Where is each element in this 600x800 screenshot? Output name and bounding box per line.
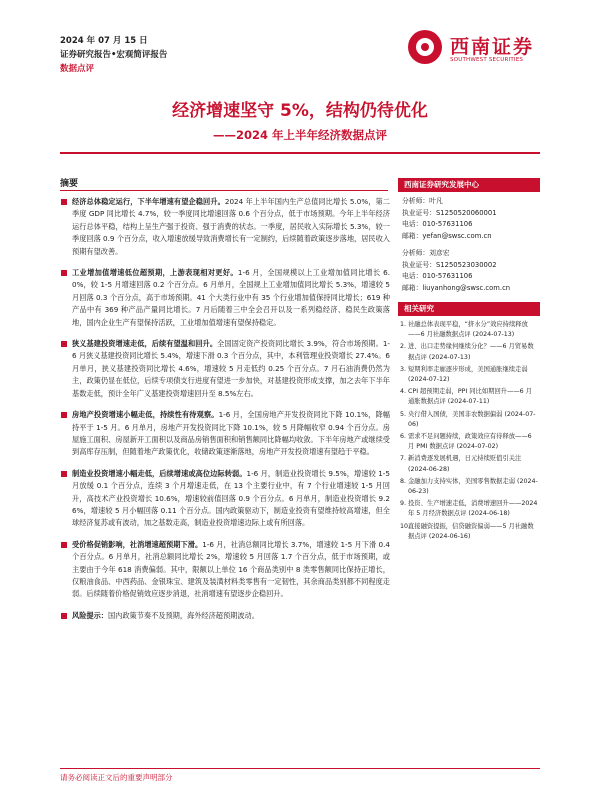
report-subtitle: ——2024 年上半年经济数据点评 bbox=[212, 128, 387, 142]
report-date: 2024 年 07 月 15 日 bbox=[60, 36, 148, 46]
paragraph-body: 2024 年上半年国内生产总值同比增长 5.0%，第二季度 GDP 同比增长 4.7%，较一季度同比增速回落 0.6 个百分点，低于市场预期。今年上半年经济运行总体平稳，结构上呈生产强于投资、强于消费的状态。一季度，居民收入实际增长 5.3%，较一季度回落 0.9 个百分点，收入增速放缓导致消费增长有一定制约，后续随着政策逐步落地，居民收入预期有望改善。 bbox=[72, 197, 390, 256]
analyst-card bbox=[398, 242, 540, 294]
paragraph-body: 1-6 月，全国规模以上工业增加值同比增长 6.0%，较 1-5 月增速回落 0.2 个百分点。6 月单月，全国规上工业增加值同比增长 5.3%，增速较 5 月回落 0.3 个百分点，高于市场预期。41 个大类行业中有 35 个行业增加值保持同比增长；619 种产品中有 369 种产品产量同比增长。7 月后随着三中全会召开以及一系列稳经济、稳民生政策落地，国内企业生产有望保持活跃，工业增加值增速有望保持稳定。 bbox=[72, 268, 390, 327]
report-header bbox=[60, 34, 167, 76]
research-item[interactable]: 8. 金融加力支持实体，美国零售数据走弱 (2024-06-23) bbox=[400, 477, 538, 496]
analyst-phone: 电话：010-57631106 bbox=[402, 272, 473, 280]
paragraph-body: 国内政策节奏不及预期，海外经济超预期波动。 bbox=[107, 610, 259, 620]
analyst-license: 执业证号：S1250523030002 bbox=[402, 260, 497, 269]
abstract-paragraph bbox=[60, 468, 390, 530]
report-category: 数据点评 bbox=[60, 64, 95, 74]
abstract-paragraph bbox=[60, 539, 390, 601]
abstract-paragraph bbox=[60, 267, 390, 329]
bullet-icon bbox=[61, 412, 67, 418]
paragraph-lead: 制造业投资增速小幅走低，后续增速或高位边际转弱。 bbox=[72, 468, 247, 478]
analyst-email[interactable]: 邮箱：yefan@swsc.com.cn bbox=[402, 231, 492, 240]
abstract-paragraph bbox=[60, 409, 390, 459]
research-list bbox=[398, 316, 540, 542]
research-section-header: 相关研究 bbox=[398, 302, 540, 316]
abstract-paragraph bbox=[60, 338, 390, 400]
risk-warning bbox=[60, 610, 390, 622]
bullet-icon bbox=[61, 199, 67, 205]
paragraph-lead: 受价格促销影响，社消增速超预期下滑。 bbox=[72, 539, 203, 549]
bullet-icon bbox=[61, 613, 67, 619]
research-item[interactable]: 4. CPI 超预期走弱，PPI 同比如期回升——6 月通胀数据点评 (2024-07-11) bbox=[400, 388, 532, 406]
abstract-paragraph bbox=[60, 196, 390, 258]
footer-divider bbox=[60, 768, 540, 769]
report-title: 经济增速坚守 5%，结构仍待优化 bbox=[172, 101, 428, 121]
research-item[interactable]: 2. 进、出口走势缘何继续分化？——6 月贸易数据点评 (2024-07-13) bbox=[400, 343, 534, 361]
company-logo bbox=[408, 28, 548, 76]
abstract-body bbox=[60, 194, 390, 622]
analyst-name: 分析师：刘彦宏 bbox=[402, 249, 450, 257]
abstract-divider bbox=[60, 190, 388, 191]
paragraph-body: 1-6 月，制造业投资增长 9.5%，增速较 1-5 月放缓 0.1 个百分点，连续 3 个月增速走低，在 13 个主要行业中，有 7 个行业增速较 1-5 月回升，高技术产业投资增长 10.6%，增速较前值回落 0.9 个百分点。6 月单月，制造业投资增长 9.26%，增速较 5 月小幅回落 0.11 个百分点。国内政策驱动下，制造业投资有望维持较高增速，但全球经济复苏或有波动，加之基数走高，制造业投资增速边际上或有所回落。 bbox=[72, 468, 390, 528]
analyst-name: 分析师：叶凡 bbox=[402, 197, 443, 205]
research-item[interactable]: 3. 短期利率走廊逐步形成，美国通胀继续走弱 (2024-07-12) bbox=[400, 365, 528, 384]
analyst-section-header: 西南证券研究发展中心 bbox=[398, 178, 540, 192]
research-item[interactable]: 7. 新消费逐发展机遇，日元持续贬值引关注 (2024-06-28) bbox=[400, 455, 522, 473]
paragraph-lead: 房地产投资增速小幅走低，持续性有待观察。 bbox=[72, 410, 219, 420]
paragraph-body: 1-6 月，全国房地产开发投资同比下降 10.1%，降幅持平于 1-5 月。6 月单月，房地产开发投资同比下降 10.1%，较 5 月降幅收窄 0.94 个百分点。房屋施工面积、房屋新开工面积以及商品房销售面积和销售额同比降幅均收敛。下半年房地产或继续受到高库存压制，但随着地产政策优化，收储政策逐渐落地，房地产开发投资增速有望趋于平稳。 bbox=[72, 410, 390, 457]
research-item[interactable]: 1. 社融总体表现平稳，“挤水分”效应持续释放——6 月社融数据点评 (2024-07-13) bbox=[400, 321, 528, 339]
title-divider bbox=[60, 152, 540, 154]
paragraph-body: 全国固定资产投资同比增长 3.9%，符合市场预期。1-6 月狭义基建投资同比增长 5.4%，增速下滑 0.3 个百分点，其中，本利管理业投资增长 27.4%。6 月单月，狭义基建投资同比增长 4.6%，增速较 5 月走低约 0.25 个百分点。7 月石油消费仍然为主，政策仍显在低位，后续专项债支行进度有望进一步加快，对基建投资形成支撑，加之去年下半年基数走低，预计全年广义基建投资增速回升至 8.5%左右。 bbox=[72, 339, 390, 398]
research-item[interactable]: 6. 需求不足问题持续，政策效应有待释放——6 月 PMI 数据点评 (2024-07-02) bbox=[400, 433, 532, 451]
research-item[interactable]: 9. 投资、生产增速走低，消费增速回升——2024 年 5 月经济数据点评 (2024-06-18) bbox=[400, 500, 538, 518]
bullet-icon bbox=[61, 542, 67, 548]
logo-mark-icon bbox=[408, 30, 442, 64]
logo-name-cn: 西南证券 bbox=[450, 36, 535, 58]
bullet-icon bbox=[61, 270, 67, 276]
logo-name-en: SOUTHWEST SECURITIES bbox=[450, 57, 524, 63]
analyst-email[interactable]: 邮箱：liuyanhong@swsc.com.cn bbox=[402, 283, 511, 292]
analyst-phone: 电话：010-57631106 bbox=[402, 220, 473, 228]
paragraph-lead: 经济总体稳定运行，下半年增速有望企稳回升。 bbox=[72, 197, 225, 206]
paragraph-body: 1-6 月，社消总额同比增长 3.7%，增速较 1-5 月下滑 0.4 个百分点。6 月单月，社消总额同比增长 2%，增速较 5 月回落 1.7 个百分点，低于市场预期，或主要由于今年 618 消费偏弱。其中，限额以上单位 16 个商品类别中 8 类零售额同比保持正增长，仅粮油食品、中西药品、金银珠宝、建筑及装潢材料类零售有一定韧性，其余商品类别都不同程度走弱。后续随着价格促销效应逐步消退，社消增速有望逐步企稳回升。 bbox=[72, 539, 390, 599]
analyst-card bbox=[398, 192, 540, 242]
footer-disclaimer: 请务必阅读正文后的重要声明部分 bbox=[60, 773, 173, 782]
bullet-icon bbox=[61, 471, 67, 477]
paragraph-lead: 风险提示： bbox=[72, 610, 108, 620]
paragraph-lead: 工业增加值增速低位超预期，上游表现相对更好。 bbox=[72, 268, 238, 278]
abstract-heading: 摘要 bbox=[60, 179, 79, 189]
research-item[interactable]: 10. 直接融资提振，信贷融资偏弱——5 月社融数据点评 (2024-06-16) bbox=[400, 522, 534, 540]
analyst-license: 执业证号：S1250520060001 bbox=[402, 208, 497, 217]
sidebar bbox=[398, 178, 540, 544]
bullet-icon bbox=[61, 341, 67, 347]
report-type: 证券研究报告•宏观简评报告 bbox=[60, 50, 168, 60]
paragraph-lead: 狭义基建投资增速走低，后续有望温和回升。 bbox=[72, 339, 218, 349]
research-item[interactable]: 5. 央行借入国债，美国非农数据偏弱 (2024-07-06) bbox=[400, 410, 536, 428]
